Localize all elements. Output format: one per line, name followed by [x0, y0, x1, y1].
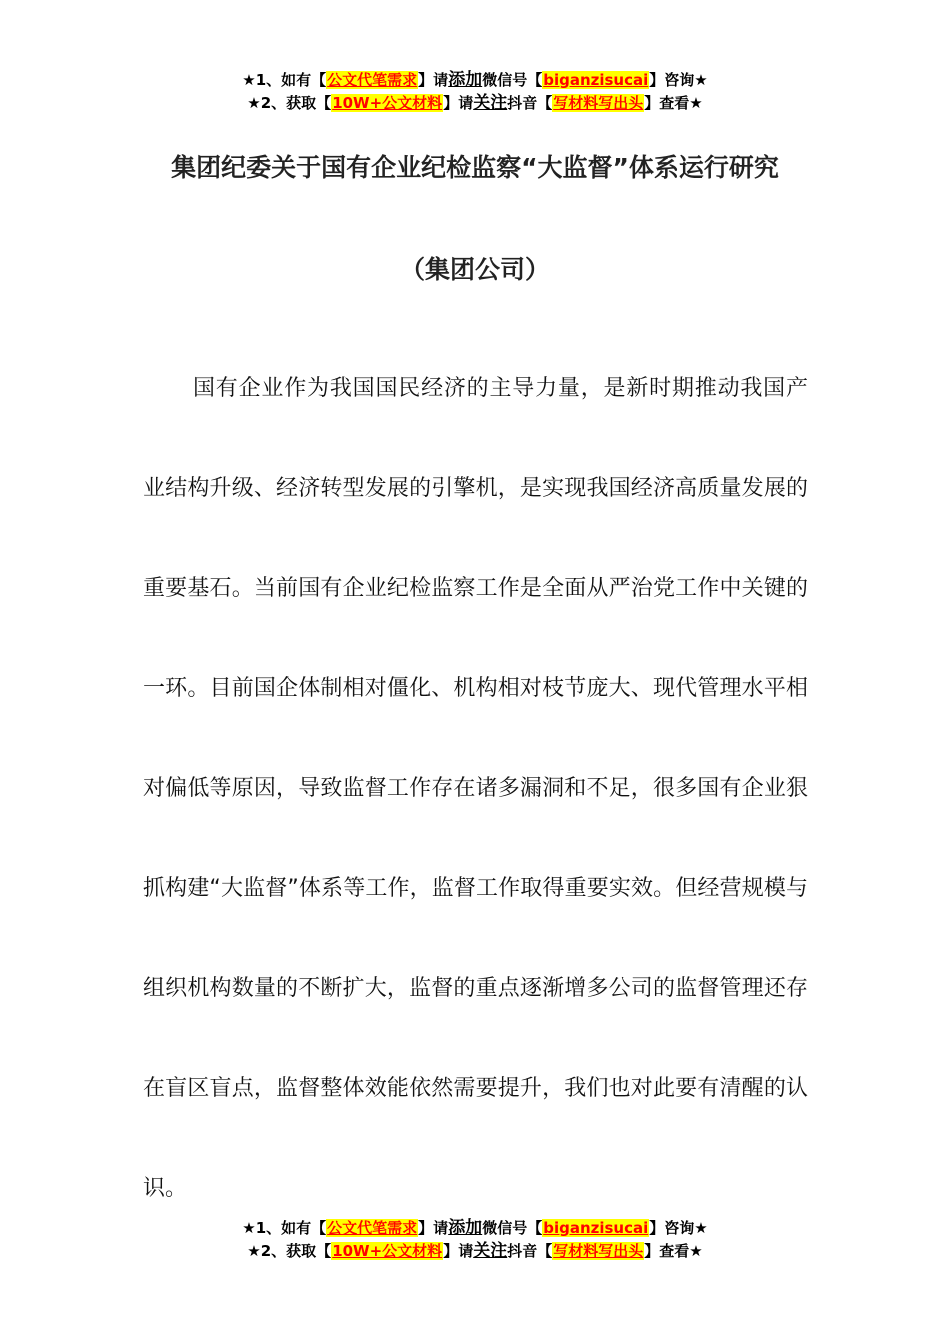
- banner-text: 1、如有【: [255, 1219, 327, 1237]
- star-icon: ★: [689, 1242, 703, 1260]
- banner-text: 】请: [418, 71, 449, 89]
- star-icon: ★: [694, 1219, 708, 1237]
- document-subtitle: （集团公司）: [399, 255, 550, 284]
- star-icon: ★: [242, 71, 256, 89]
- document-title: 集团纪委关于国有企业纪检监察“大监督”体系运行研究: [171, 153, 779, 182]
- star-icon: ★: [247, 94, 261, 112]
- star-icon: ★: [689, 94, 703, 112]
- banner-line-1: [0, 1217, 950, 1240]
- banner-text: 抖音【: [507, 1242, 553, 1260]
- banner-text: 微信号【: [482, 1219, 543, 1237]
- emphasis-text: 添加: [448, 70, 483, 90]
- emphasis-text: 关注: [473, 1241, 508, 1261]
- banner-text: 2、获取【: [260, 1242, 332, 1260]
- banner-text: 2、获取【: [260, 94, 332, 112]
- highlight-wechat-id: biganzisucai: [543, 1219, 649, 1237]
- banner-text: 】查看: [644, 1242, 690, 1260]
- banner-text: 】咨询: [649, 1219, 695, 1237]
- highlight-service: 公文代笔需求: [327, 71, 418, 89]
- banner-text: 抖音【: [507, 94, 553, 112]
- emphasis-text: 添加: [448, 1218, 483, 1238]
- highlight-douyin-id: 写材料写出头: [553, 1242, 644, 1260]
- star-icon: ★: [694, 71, 708, 89]
- banner-line-2: [0, 1240, 950, 1263]
- highlight-materials: 10W+公文材料: [332, 1242, 443, 1260]
- banner-text: 】请: [443, 94, 474, 112]
- banner-line-2: [0, 92, 950, 115]
- banner-text: 】请: [418, 1219, 449, 1237]
- banner-text: 1、如有【: [255, 71, 327, 89]
- top-banner: [0, 69, 950, 115]
- banner-text: 】查看: [644, 94, 690, 112]
- emphasis-text: 关注: [473, 93, 508, 113]
- banner-text: 】请: [443, 1242, 474, 1260]
- bottom-banner: [0, 1217, 950, 1263]
- highlight-materials: 10W+公文材料: [332, 94, 443, 112]
- body-paragraph: 国有企业作为我国国民经济的主导力量，是新时期推动我国产业结构升级、经济转型发展的引擎机，是实现我国经济高质量发展的重要基石。当前国有企业纪检监察工作是全面从严治党工作中关键的一环。目前国企体制相对僵化、机构相对枝节庞大、现代管理水平相对偏低等原因，导致监督工作存在诸多漏洞和不足，很多国有企业狠抓构建“大监督”体系等工作，监督工作取得重要实效。但经营规模与组织机构数量的不断扩大，监督的重点逐渐增多公司的监督管理还存在盲区盲点，监督整体效能依然需要提升，我们也对此要有清醒的认识。: [143, 376, 808, 1201]
- highlight-wechat-id: biganzisucai: [543, 71, 649, 89]
- banner-text: 微信号【: [482, 71, 543, 89]
- star-icon: ★: [247, 1242, 261, 1260]
- highlight-service: 公文代笔需求: [327, 1219, 418, 1237]
- highlight-douyin-id: 写材料写出头: [553, 94, 644, 112]
- banner-text: 】咨询: [649, 71, 695, 89]
- banner-line-1: [0, 69, 950, 92]
- star-icon: ★: [242, 1219, 256, 1237]
